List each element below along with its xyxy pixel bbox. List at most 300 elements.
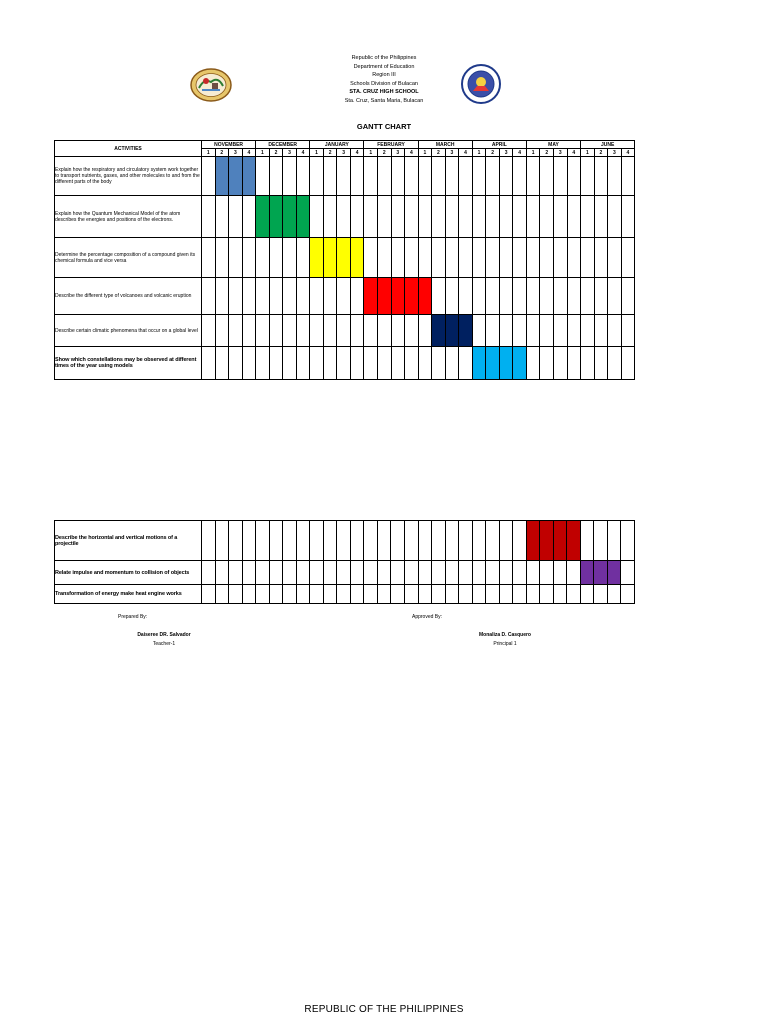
gantt-empty-cell <box>215 315 229 347</box>
gantt-empty-cell <box>377 196 391 238</box>
gantt-empty-cell <box>432 561 446 585</box>
gantt-bar-cell <box>418 278 432 315</box>
gantt-empty-cell <box>621 315 635 347</box>
gantt-empty-cell <box>540 561 554 585</box>
gantt-empty-cell <box>553 315 567 347</box>
gantt-empty-cell <box>594 278 608 315</box>
prepared-by-name: Daiseree DR. Salvador <box>137 632 191 638</box>
week-header: 1 <box>526 149 540 157</box>
gantt-bar-cell <box>283 196 297 238</box>
gantt-empty-cell <box>418 315 432 347</box>
gantt-empty-cell <box>432 196 446 238</box>
gantt-empty-cell <box>202 315 216 347</box>
gantt-empty-cell <box>229 238 243 278</box>
gantt-empty-cell <box>472 238 486 278</box>
gantt-bar-cell <box>486 347 500 380</box>
gantt-empty-cell <box>567 347 581 380</box>
gantt-empty-cell <box>445 347 459 380</box>
gantt-empty-cell <box>269 157 283 196</box>
gantt-empty-cell <box>621 157 635 196</box>
gantt-empty-cell <box>337 196 351 238</box>
gantt-empty-cell <box>553 157 567 196</box>
gantt-empty-cell <box>513 585 527 604</box>
gantt-empty-cell <box>391 315 405 347</box>
gantt-empty-cell <box>432 238 446 278</box>
gantt-bar-cell <box>391 278 405 315</box>
week-header: 4 <box>405 149 419 157</box>
gantt-empty-cell <box>526 315 540 347</box>
gantt-empty-cell <box>202 157 216 196</box>
gantt-empty-cell <box>256 347 270 380</box>
gantt-empty-cell <box>269 278 283 315</box>
gantt-empty-cell <box>486 157 500 196</box>
gantt-empty-cell <box>391 521 405 561</box>
gantt-empty-cell <box>350 278 364 315</box>
gantt-bar-cell <box>296 196 310 238</box>
gantt-empty-cell <box>499 521 513 561</box>
gantt-empty-cell <box>499 278 513 315</box>
gantt-empty-cell <box>242 585 256 604</box>
gantt-empty-cell <box>242 238 256 278</box>
gantt-empty-cell <box>405 196 419 238</box>
gantt-empty-cell <box>513 561 527 585</box>
gantt-empty-cell <box>594 521 608 561</box>
prepared-by-title: Teacher-1 <box>152 641 176 647</box>
gantt-empty-cell <box>377 315 391 347</box>
gantt-bar-cell <box>526 521 540 561</box>
gantt-bar-cell <box>242 157 256 196</box>
week-header: 3 <box>499 149 513 157</box>
header-line: Region III <box>372 72 396 79</box>
gantt-empty-cell <box>229 347 243 380</box>
gantt-empty-cell <box>377 585 391 604</box>
gantt-empty-cell <box>553 561 567 585</box>
document-header <box>250 54 518 106</box>
gantt-empty-cell <box>608 157 622 196</box>
gantt-empty-cell <box>486 196 500 238</box>
gantt-bar-cell <box>310 238 324 278</box>
gantt-empty-cell <box>499 315 513 347</box>
activity-row <box>55 347 635 380</box>
month-header: DECEMBER <box>256 141 310 149</box>
gantt-empty-cell <box>513 278 527 315</box>
gantt-empty-cell <box>364 585 378 604</box>
approved-by-title: Principal 1 <box>493 641 517 647</box>
gantt-empty-cell <box>256 561 270 585</box>
gantt-empty-cell <box>256 315 270 347</box>
gantt-empty-cell <box>269 521 283 561</box>
gantt-empty-cell <box>364 347 378 380</box>
gantt-empty-cell <box>581 238 595 278</box>
gantt-empty-cell <box>256 157 270 196</box>
gantt-empty-cell <box>310 561 324 585</box>
week-header: 3 <box>391 149 405 157</box>
gantt-empty-cell <box>567 561 581 585</box>
week-header: 4 <box>513 149 527 157</box>
gantt-empty-cell <box>594 315 608 347</box>
gantt-empty-cell <box>229 196 243 238</box>
gantt-empty-cell <box>377 238 391 278</box>
month-header: JANUARY <box>310 141 364 149</box>
gantt-empty-cell <box>350 347 364 380</box>
gantt-empty-cell <box>215 561 229 585</box>
gantt-empty-cell <box>323 585 337 604</box>
gantt-empty-cell <box>256 585 270 604</box>
approved-by-name: Monaliza D. Casquero <box>479 632 531 638</box>
gantt-empty-cell <box>486 585 500 604</box>
gantt-empty-cell <box>215 238 229 278</box>
gantt-empty-cell <box>391 561 405 585</box>
next-page-heading: REPUBLIC OF THE PHILIPPINES <box>304 1004 464 1015</box>
gantt-empty-cell <box>581 196 595 238</box>
gantt-empty-cell <box>202 347 216 380</box>
school-name: STA. CRUZ HIGH SCHOOL <box>349 89 419 96</box>
gantt-empty-cell <box>391 585 405 604</box>
gantt-empty-cell <box>540 157 554 196</box>
gantt-empty-cell <box>323 315 337 347</box>
gantt-empty-cell <box>445 157 459 196</box>
gantt-bar-cell <box>350 238 364 278</box>
gantt-empty-cell <box>526 347 540 380</box>
gantt-empty-cell <box>404 585 418 604</box>
gantt-empty-cell <box>391 157 405 196</box>
week-header: 2 <box>269 149 283 157</box>
gantt-empty-cell <box>513 315 527 347</box>
gantt-empty-cell <box>323 561 337 585</box>
gantt-empty-cell <box>283 521 297 561</box>
gantt-empty-cell <box>418 561 432 585</box>
month-header: NOVEMBER <box>202 141 256 149</box>
gantt-empty-cell <box>242 347 256 380</box>
gantt-bar-cell <box>215 157 229 196</box>
gantt-empty-cell <box>377 521 391 561</box>
gantt-empty-cell <box>499 196 513 238</box>
gantt-empty-cell <box>567 315 581 347</box>
gantt-bar-cell <box>445 315 459 347</box>
week-header: 2 <box>540 149 554 157</box>
gantt-empty-cell <box>472 561 486 585</box>
gantt-empty-cell <box>472 315 486 347</box>
week-header: 4 <box>296 149 310 157</box>
gantt-empty-cell <box>567 238 581 278</box>
gantt-empty-cell <box>296 315 310 347</box>
activity-row <box>55 521 635 561</box>
gantt-empty-cell <box>608 196 622 238</box>
activities-header: ACTIVITIES <box>55 141 202 157</box>
gantt-empty-cell <box>459 238 473 278</box>
gantt-empty-cell <box>350 585 364 604</box>
activity-row <box>55 561 635 585</box>
gantt-empty-cell <box>418 521 432 561</box>
gantt-empty-cell <box>445 585 459 604</box>
gantt-empty-cell <box>445 278 459 315</box>
week-header: 3 <box>553 149 567 157</box>
gantt-empty-cell <box>215 521 229 561</box>
gantt-empty-cell <box>432 521 446 561</box>
gantt-empty-cell <box>229 561 243 585</box>
gantt-empty-cell <box>459 521 473 561</box>
week-header: 1 <box>364 149 378 157</box>
gantt-empty-cell <box>486 315 500 347</box>
gantt-empty-cell <box>621 585 635 604</box>
activity-row <box>55 238 635 278</box>
gantt-empty-cell <box>472 196 486 238</box>
gantt-empty-cell <box>608 347 622 380</box>
week-header: 1 <box>202 149 216 157</box>
gantt-empty-cell <box>364 521 378 561</box>
gantt-bar-cell <box>432 315 446 347</box>
month-header: MAY <box>526 141 580 149</box>
gantt-empty-cell <box>350 561 364 585</box>
gantt-empty-cell <box>202 278 216 315</box>
month-header: FEBRUARY <box>364 141 418 149</box>
week-header: 4 <box>621 149 635 157</box>
activity-text: Describe the horizontal and vertical motions of a projectile <box>55 521 202 561</box>
week-header: 2 <box>432 149 446 157</box>
gantt-empty-cell <box>364 561 378 585</box>
gantt-bar-cell <box>323 238 337 278</box>
gantt-empty-cell <box>269 315 283 347</box>
gantt-empty-cell <box>499 238 513 278</box>
month-header-row <box>55 141 635 149</box>
gantt-empty-cell <box>526 157 540 196</box>
header-line: Schools Division of Bulacan <box>350 80 418 87</box>
gantt-empty-cell <box>499 561 513 585</box>
approved-by-label: Approved By: <box>412 614 443 620</box>
gantt-empty-cell <box>608 315 622 347</box>
gantt-empty-cell <box>391 347 405 380</box>
week-header: 2 <box>594 149 608 157</box>
gantt-empty-cell <box>608 278 622 315</box>
gantt-empty-cell <box>323 157 337 196</box>
gantt-bar-cell <box>364 278 378 315</box>
gantt-empty-cell <box>499 585 513 604</box>
gantt-empty-cell <box>418 347 432 380</box>
activity-text: Explain how the Quantum Mechanical Model of the atom describes the energies and positions of the electrons. <box>55 196 202 238</box>
gantt-empty-cell <box>337 561 351 585</box>
week-header: 4 <box>242 149 256 157</box>
gantt-empty-cell <box>540 585 554 604</box>
gantt-empty-cell <box>323 278 337 315</box>
gantt-empty-cell <box>567 585 581 604</box>
gantt-empty-cell <box>310 196 324 238</box>
gantt-empty-cell <box>256 521 270 561</box>
gantt-empty-cell <box>621 561 635 585</box>
gantt-empty-cell <box>310 347 324 380</box>
gantt-empty-cell <box>540 238 554 278</box>
header-line: Department of Education <box>353 63 415 70</box>
gantt-empty-cell <box>445 561 459 585</box>
gantt-empty-cell <box>553 278 567 315</box>
gantt-bar-cell <box>540 521 554 561</box>
gantt-empty-cell <box>581 315 595 347</box>
gantt-empty-cell <box>594 238 608 278</box>
gantt-bar-cell <box>513 347 527 380</box>
gantt-empty-cell <box>567 278 581 315</box>
gantt-empty-cell <box>391 196 405 238</box>
prepared-by-label: Prepared By: <box>118 614 148 620</box>
week-header: 2 <box>486 149 500 157</box>
week-header: 4 <box>567 149 581 157</box>
gantt-empty-cell <box>310 278 324 315</box>
gantt-empty-cell <box>553 238 567 278</box>
gantt-empty-cell <box>445 521 459 561</box>
gantt-empty-cell <box>296 585 310 604</box>
gantt-empty-cell <box>242 521 256 561</box>
gantt-empty-cell <box>513 238 527 278</box>
gantt-empty-cell <box>296 278 310 315</box>
gantt-empty-cell <box>296 521 310 561</box>
gantt-empty-cell <box>459 561 473 585</box>
page-title: GANTT CHART <box>356 122 412 131</box>
gantt-empty-cell <box>567 157 581 196</box>
gantt-empty-cell <box>215 347 229 380</box>
gantt-empty-cell <box>607 585 621 604</box>
activity-row <box>55 278 635 315</box>
week-header: 2 <box>323 149 337 157</box>
gantt-empty-cell <box>621 521 635 561</box>
header-line: Republic of the Philippines <box>351 55 417 61</box>
gantt-empty-cell <box>486 238 500 278</box>
month-header: MARCH <box>418 141 472 149</box>
activity-text: Explain how the respiratory and circulatory system work together to transport nutrients, gases, and other molecules to and from the different parts of the body <box>55 157 202 196</box>
gantt-bar-cell <box>405 278 419 315</box>
activity-row <box>55 585 635 604</box>
gantt-empty-cell <box>580 585 594 604</box>
gantt-empty-cell <box>418 585 432 604</box>
month-header: APRIL <box>472 141 526 149</box>
gantt-empty-cell <box>350 157 364 196</box>
week-header: 3 <box>337 149 351 157</box>
week-header: 1 <box>418 149 432 157</box>
gantt-empty-cell <box>283 157 297 196</box>
gantt-empty-cell <box>283 315 297 347</box>
gantt-table-continued <box>54 520 635 604</box>
gantt-bar-cell <box>472 347 486 380</box>
activity-text: Determine the percentage composition of a compound given its chemical formula and vice versa <box>55 238 202 278</box>
week-header: 3 <box>229 149 243 157</box>
gantt-empty-cell <box>283 561 297 585</box>
gantt-empty-cell <box>323 347 337 380</box>
gantt-empty-cell <box>229 315 243 347</box>
gantt-empty-cell <box>499 157 513 196</box>
week-header: 3 <box>445 149 459 157</box>
gantt-empty-cell <box>432 347 446 380</box>
gantt-bar-cell <box>337 238 351 278</box>
gantt-bar-cell <box>377 278 391 315</box>
gantt-empty-cell <box>364 238 378 278</box>
gantt-empty-cell <box>553 347 567 380</box>
gantt-bar-cell <box>256 196 270 238</box>
gantt-empty-cell <box>526 278 540 315</box>
gantt-empty-cell <box>283 347 297 380</box>
gantt-empty-cell <box>242 278 256 315</box>
gantt-empty-cell <box>580 521 594 561</box>
gantt-empty-cell <box>350 315 364 347</box>
gantt-empty-cell <box>269 347 283 380</box>
gantt-empty-cell <box>350 521 364 561</box>
gantt-empty-cell <box>296 238 310 278</box>
week-header: 1 <box>581 149 595 157</box>
gantt-empty-cell <box>350 196 364 238</box>
gantt-empty-cell <box>594 347 608 380</box>
gantt-empty-cell <box>513 521 527 561</box>
gantt-empty-cell <box>323 196 337 238</box>
gantt-empty-cell <box>486 278 500 315</box>
gantt-empty-cell <box>269 238 283 278</box>
gantt-empty-cell <box>526 585 540 604</box>
gantt-bar-cell <box>229 157 243 196</box>
activity-text: Relate impulse and momentum to collision of objects <box>55 561 202 585</box>
week-header: 1 <box>472 149 486 157</box>
gantt-empty-cell <box>445 196 459 238</box>
gantt-empty-cell <box>405 347 419 380</box>
gantt-empty-cell <box>202 561 216 585</box>
gantt-empty-cell <box>459 585 473 604</box>
week-header: 3 <box>608 149 622 157</box>
gantt-empty-cell <box>242 561 256 585</box>
gantt-empty-cell <box>607 521 621 561</box>
gantt-empty-cell <box>310 315 324 347</box>
week-header: 3 <box>283 149 297 157</box>
gantt-empty-cell <box>432 585 446 604</box>
gantt-empty-cell <box>472 585 486 604</box>
gantt-empty-cell <box>283 585 297 604</box>
activity-row <box>55 196 635 238</box>
gantt-empty-cell <box>215 196 229 238</box>
gantt-empty-cell <box>377 561 391 585</box>
gantt-empty-cell <box>459 157 473 196</box>
gantt-empty-cell <box>472 278 486 315</box>
gantt-empty-cell <box>621 347 635 380</box>
gantt-empty-cell <box>405 315 419 347</box>
gantt-empty-cell <box>283 238 297 278</box>
gantt-empty-cell <box>513 196 527 238</box>
gantt-empty-cell <box>405 157 419 196</box>
gantt-bar-cell <box>607 561 621 585</box>
activity-text: Describe certain climatic phenomena that occur on a global level <box>55 315 202 347</box>
gantt-empty-cell <box>486 561 500 585</box>
gantt-empty-cell <box>567 196 581 238</box>
gantt-empty-cell <box>581 157 595 196</box>
gantt-empty-cell <box>513 157 527 196</box>
gantt-empty-cell <box>459 347 473 380</box>
gantt-empty-cell <box>242 315 256 347</box>
gantt-empty-cell <box>418 238 432 278</box>
gantt-bar-cell <box>269 196 283 238</box>
gantt-empty-cell <box>323 521 337 561</box>
gantt-empty-cell <box>526 561 540 585</box>
gantt-bar-cell <box>594 561 608 585</box>
gantt-empty-cell <box>215 278 229 315</box>
gantt-empty-cell <box>229 521 243 561</box>
school-seal-icon <box>190 68 232 102</box>
activity-row <box>55 315 635 347</box>
week-header: 1 <box>310 149 324 157</box>
gantt-empty-cell <box>229 585 243 604</box>
gantt-empty-cell <box>459 196 473 238</box>
gantt-empty-cell <box>337 521 351 561</box>
gantt-empty-cell <box>296 347 310 380</box>
gantt-empty-cell <box>581 347 595 380</box>
gantt-empty-cell <box>621 196 635 238</box>
gantt-empty-cell <box>540 196 554 238</box>
gantt-empty-cell <box>621 238 635 278</box>
gantt-empty-cell <box>405 238 419 278</box>
gantt-empty-cell <box>459 278 473 315</box>
gantt-empty-cell <box>553 585 567 604</box>
gantt-empty-cell <box>404 561 418 585</box>
